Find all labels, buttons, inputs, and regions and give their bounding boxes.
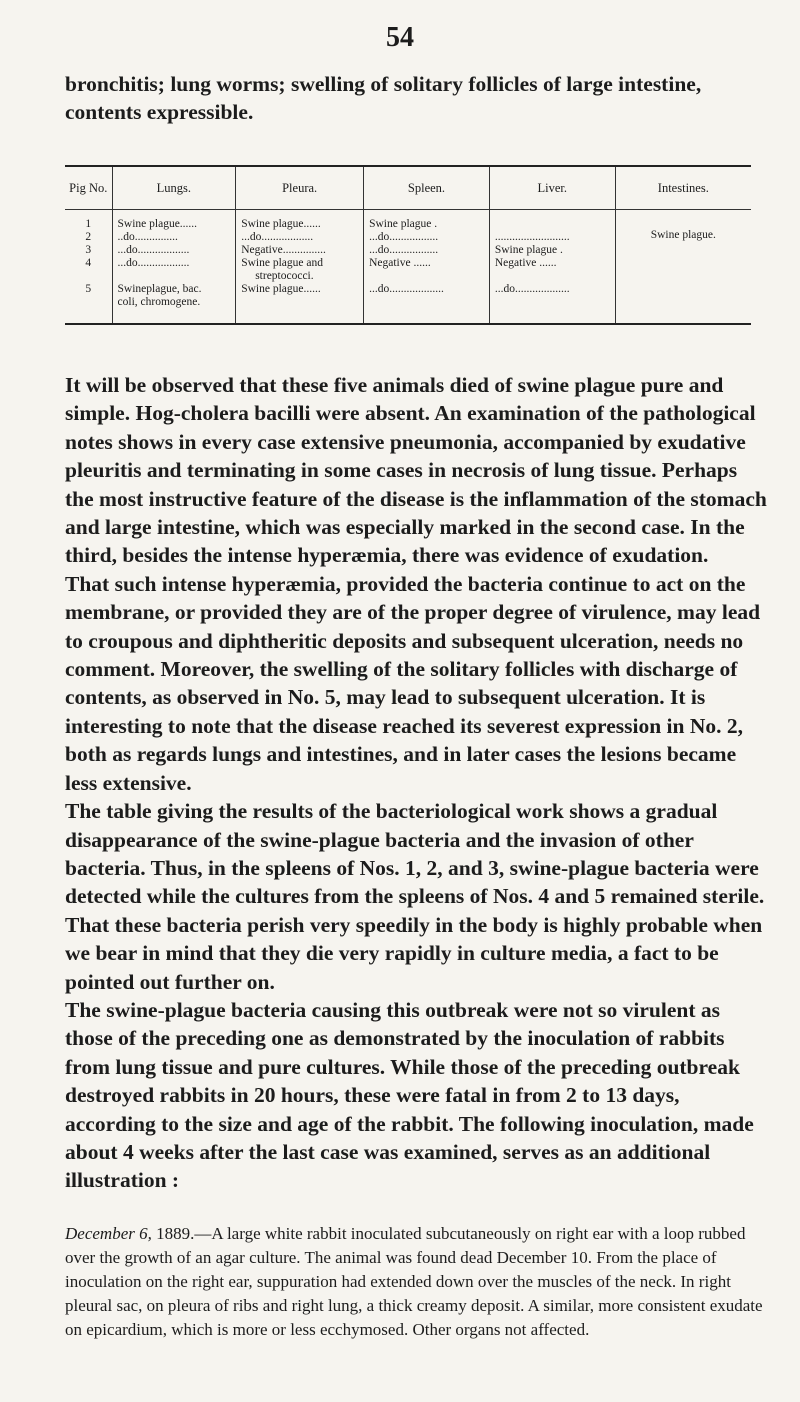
liver-column — [489, 210, 615, 325]
spacer-line — [369, 270, 484, 283]
header-pig-no: Pig No. — [65, 166, 112, 210]
spleen-cell: Swine plague . — [369, 218, 438, 230]
pleura-cell: ...do.................. — [241, 231, 314, 243]
paragraph: The swine-plague bacteria causing this outbreak were not so virulent as those of the preceding one as demonstrated by the inoculation of rabbits from lung tissue and pure cultures. While those of the preceding outbreak destroyed rabbits in 20 hours, these were fatal in from 2 to 13 days, according to the size and age of the rabbit. The following inoculation, made about 4 weeks after the last case was examined, serves as an additional illustration : — [65, 997, 754, 1193]
pleura-cell: Swine plague and — [241, 257, 323, 269]
lungs-cell: ...do.................. — [117, 257, 190, 269]
pathology-table — [65, 165, 751, 325]
pig-number: 3 — [85, 244, 92, 256]
spleen-column — [364, 210, 490, 325]
paragraph: That such intense hyperæmia, provided the bacteria continue to act on the membrane, or provided they are of the proper degree of virulence, may lead to croupous and diphtheritic deposits and subsequent ulceration, needs no comment. Moreover, the swelling of the solitary follicles with discharge of contents, as observed in No. 5, may lead to subsequent ulceration. It is interesting to note that the disease reached its severest expression in No. 2, both as regards lungs and intestines, and in later cases the lesions became less extensive. — [65, 571, 761, 795]
pig-number: 5 — [85, 283, 92, 295]
spleen-cell: ...do................. — [369, 231, 439, 243]
spacer-line — [70, 270, 107, 283]
lungs-cell: coli, chromogene. — [117, 296, 201, 308]
spleen-cell: Negative ...... — [369, 257, 431, 269]
spleen-cell: ...do................. — [369, 244, 439, 256]
liver-cell: Negative ...... — [494, 257, 557, 269]
spleen-cell: ...do................... — [369, 283, 444, 295]
lungs-cell: Swineplague, bac. — [117, 283, 202, 295]
pig-number: 4 — [85, 257, 92, 269]
pleura-cell: Swine plague...... — [241, 283, 321, 295]
inoculation-note — [65, 1222, 771, 1342]
table-header-row — [65, 166, 751, 210]
intro-paragraph: bronchitis; lung worms; swelling of solitary follicles of large intestine, contents expressible. — [65, 72, 702, 124]
lungs-column — [112, 210, 236, 325]
paragraph: It will be observed that these five animals died of swine plague pure and simple. Hog-cholera bacilli were absent. An examination of the pathological notes shows in every case extensive pneumonia, accompanied by exudative pleuritis and terminating in some cases in necrosis of lung tissue. Perhaps the most instructive feature of the disease is the inflammation of the stomach and large intestine, which was especially marked in the second case. In the third, besides the intense hyperæmia, there was evidence of exudation. — [65, 373, 767, 568]
pleura-column — [236, 210, 364, 325]
lungs-cell: ...do.................. — [117, 244, 190, 256]
table-body-row — [65, 210, 751, 325]
header-spleen: Spleen. — [364, 166, 490, 210]
page-number: 54 — [386, 22, 414, 53]
lungs-cell: ..do............... — [117, 231, 178, 243]
header-lungs: Lungs. — [112, 166, 236, 210]
pig-number-column — [65, 210, 112, 325]
liver-cell: Swine plague . — [494, 244, 563, 256]
pleura-cell: Negative............... — [241, 244, 326, 256]
body-text — [65, 371, 771, 1195]
pig-number: 1 — [85, 218, 92, 230]
spacer-line — [495, 270, 610, 283]
paragraph: The table giving the results of the bacteriological work shows a gradual disappearance of the swine-plague bacteria and the invasion of other bacteria. Thus, in the spleens of Nos. 1, 2, and 3, swine-plague bacteria were detected while the cultures from the spleens of Nos. 4 and 5 remained sterile. That these bacteria perish very speedily in the body is highly probable when we bear in mind that they die very rapidly in culture media, a fact to be pointed out further on. — [65, 799, 765, 994]
note-text: 1889.—A large white rabbit inoculated subcutaneously on right ear with a loop rubbed over the growth of an agar culture. The animal was found dead December 10. From the place of inoculation on the right ear, suppuration had extended down over the muscles of the neck. In right pleural sac, on pleura of ribs and right lung, a thick creamy deposit. A similar, more consistent exudate on epicardium, which is more or less ecchymosed. Other organs not affected. — [65, 1224, 763, 1339]
liver-cell: ...do................... — [494, 283, 570, 295]
pleura-cell: streptococci. — [255, 270, 314, 282]
intestines-cell: Swine plague. — [650, 229, 716, 241]
intestines-column — [615, 210, 751, 325]
lungs-cell: Swine plague...... — [117, 218, 198, 230]
note-date: December 6, — [65, 1224, 152, 1243]
spacer-line — [495, 218, 610, 231]
header-pleura: Pleura. — [236, 166, 364, 210]
pig-number: 2 — [85, 231, 92, 243]
spacer-line — [118, 270, 231, 283]
pleura-cell: Swine plague...... — [241, 218, 321, 230]
header-intestines: Intestines. — [615, 166, 751, 210]
header-liver: Liver. — [489, 166, 615, 210]
liver-cell: .......................... — [494, 231, 570, 243]
